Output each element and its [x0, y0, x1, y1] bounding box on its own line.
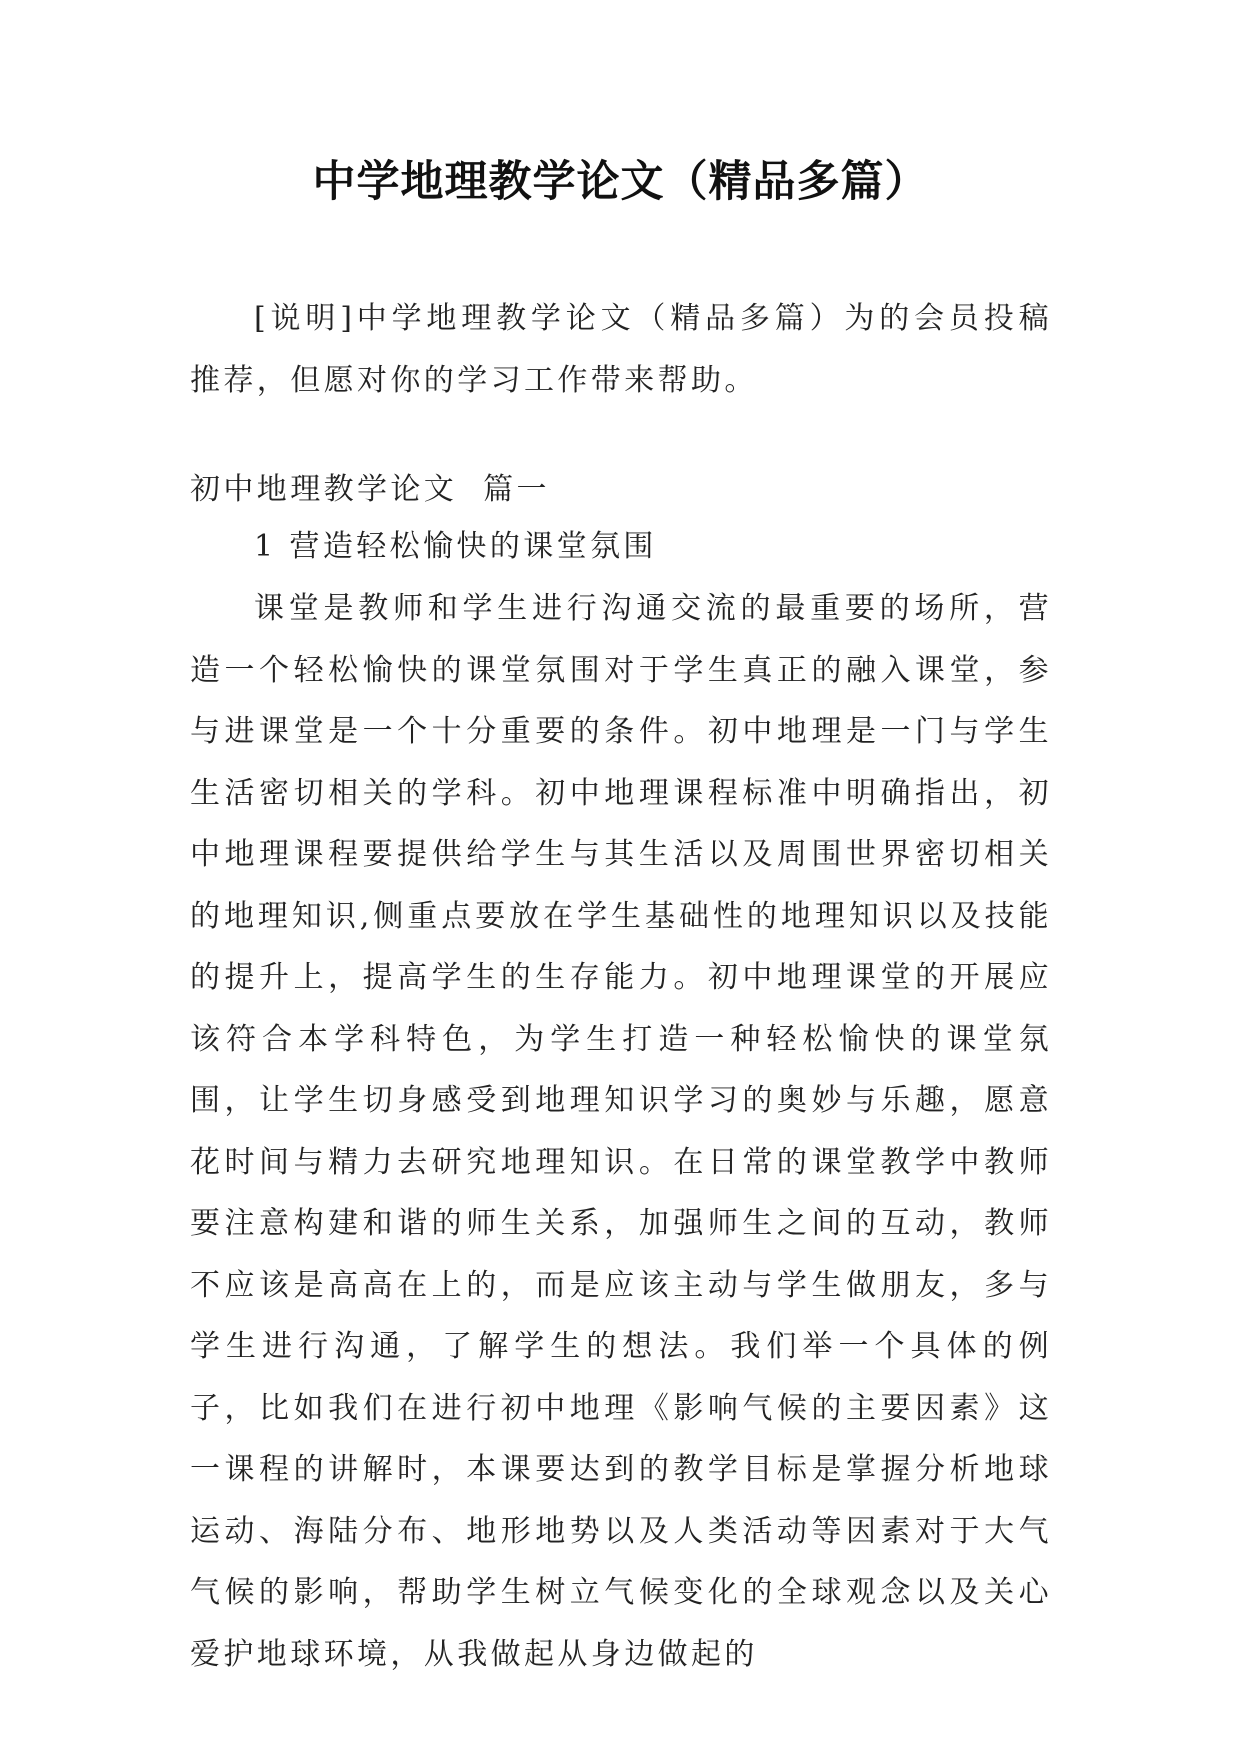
sub-heading: 1 营造轻松愉快的课堂氛围: [254, 529, 657, 564]
section-heading: 初中地理教学论文 篇一: [190, 472, 550, 507]
document-title: 中学地理教学论文（精品多篇）: [312, 157, 929, 207]
intro-note: [说明]中学地理教学论文（精品多篇）为的会员投稿推荐，但愿对你的学习工作带来帮助。: [190, 301, 1052, 398]
body-paragraph: 课堂是教师和学生进行沟通交流的最重要的场所，营造一个轻松愉快的课堂氛围对于学生真正的融入课堂，参与进课堂是一个十分重要的条件。初中地理是一门与学生生活密切相关的学科。初中地理课程标准中明确指出，初中地理课程要提供给学生与其生活以及周围世界密切相关的地理知识,侧重点要放在学生基础性的地理知识以及技能的提升上，提高学生的生存能力。初中地理课堂的开展应该符合本学科特色，为学生打造一种轻松愉快的课堂氛围，让学生切身感受到地理知识学习的奥妙与乐趣，愿意花时间与精力去研究地理知识。在日常的课堂教学中教师要注意构建和谐的师生关系，加强师生之间的互动，教师不应该是高高在上的，而是应该主动与学生做朋友，多与学生进行沟通，了解学生的想法。我们举一个具体的例子，比如我们在进行初中地理《影响气候的主要因素》这一课程的讲解时，本课要达到的教学目标是掌握分析地球运动、海陆分布、地形地势以及人类活动等因素对于大气气候的影响，帮助学生树立气候变化的全球观念以及关心爱护地球环境，从我做起从身边做起的: [190, 591, 1052, 1672]
